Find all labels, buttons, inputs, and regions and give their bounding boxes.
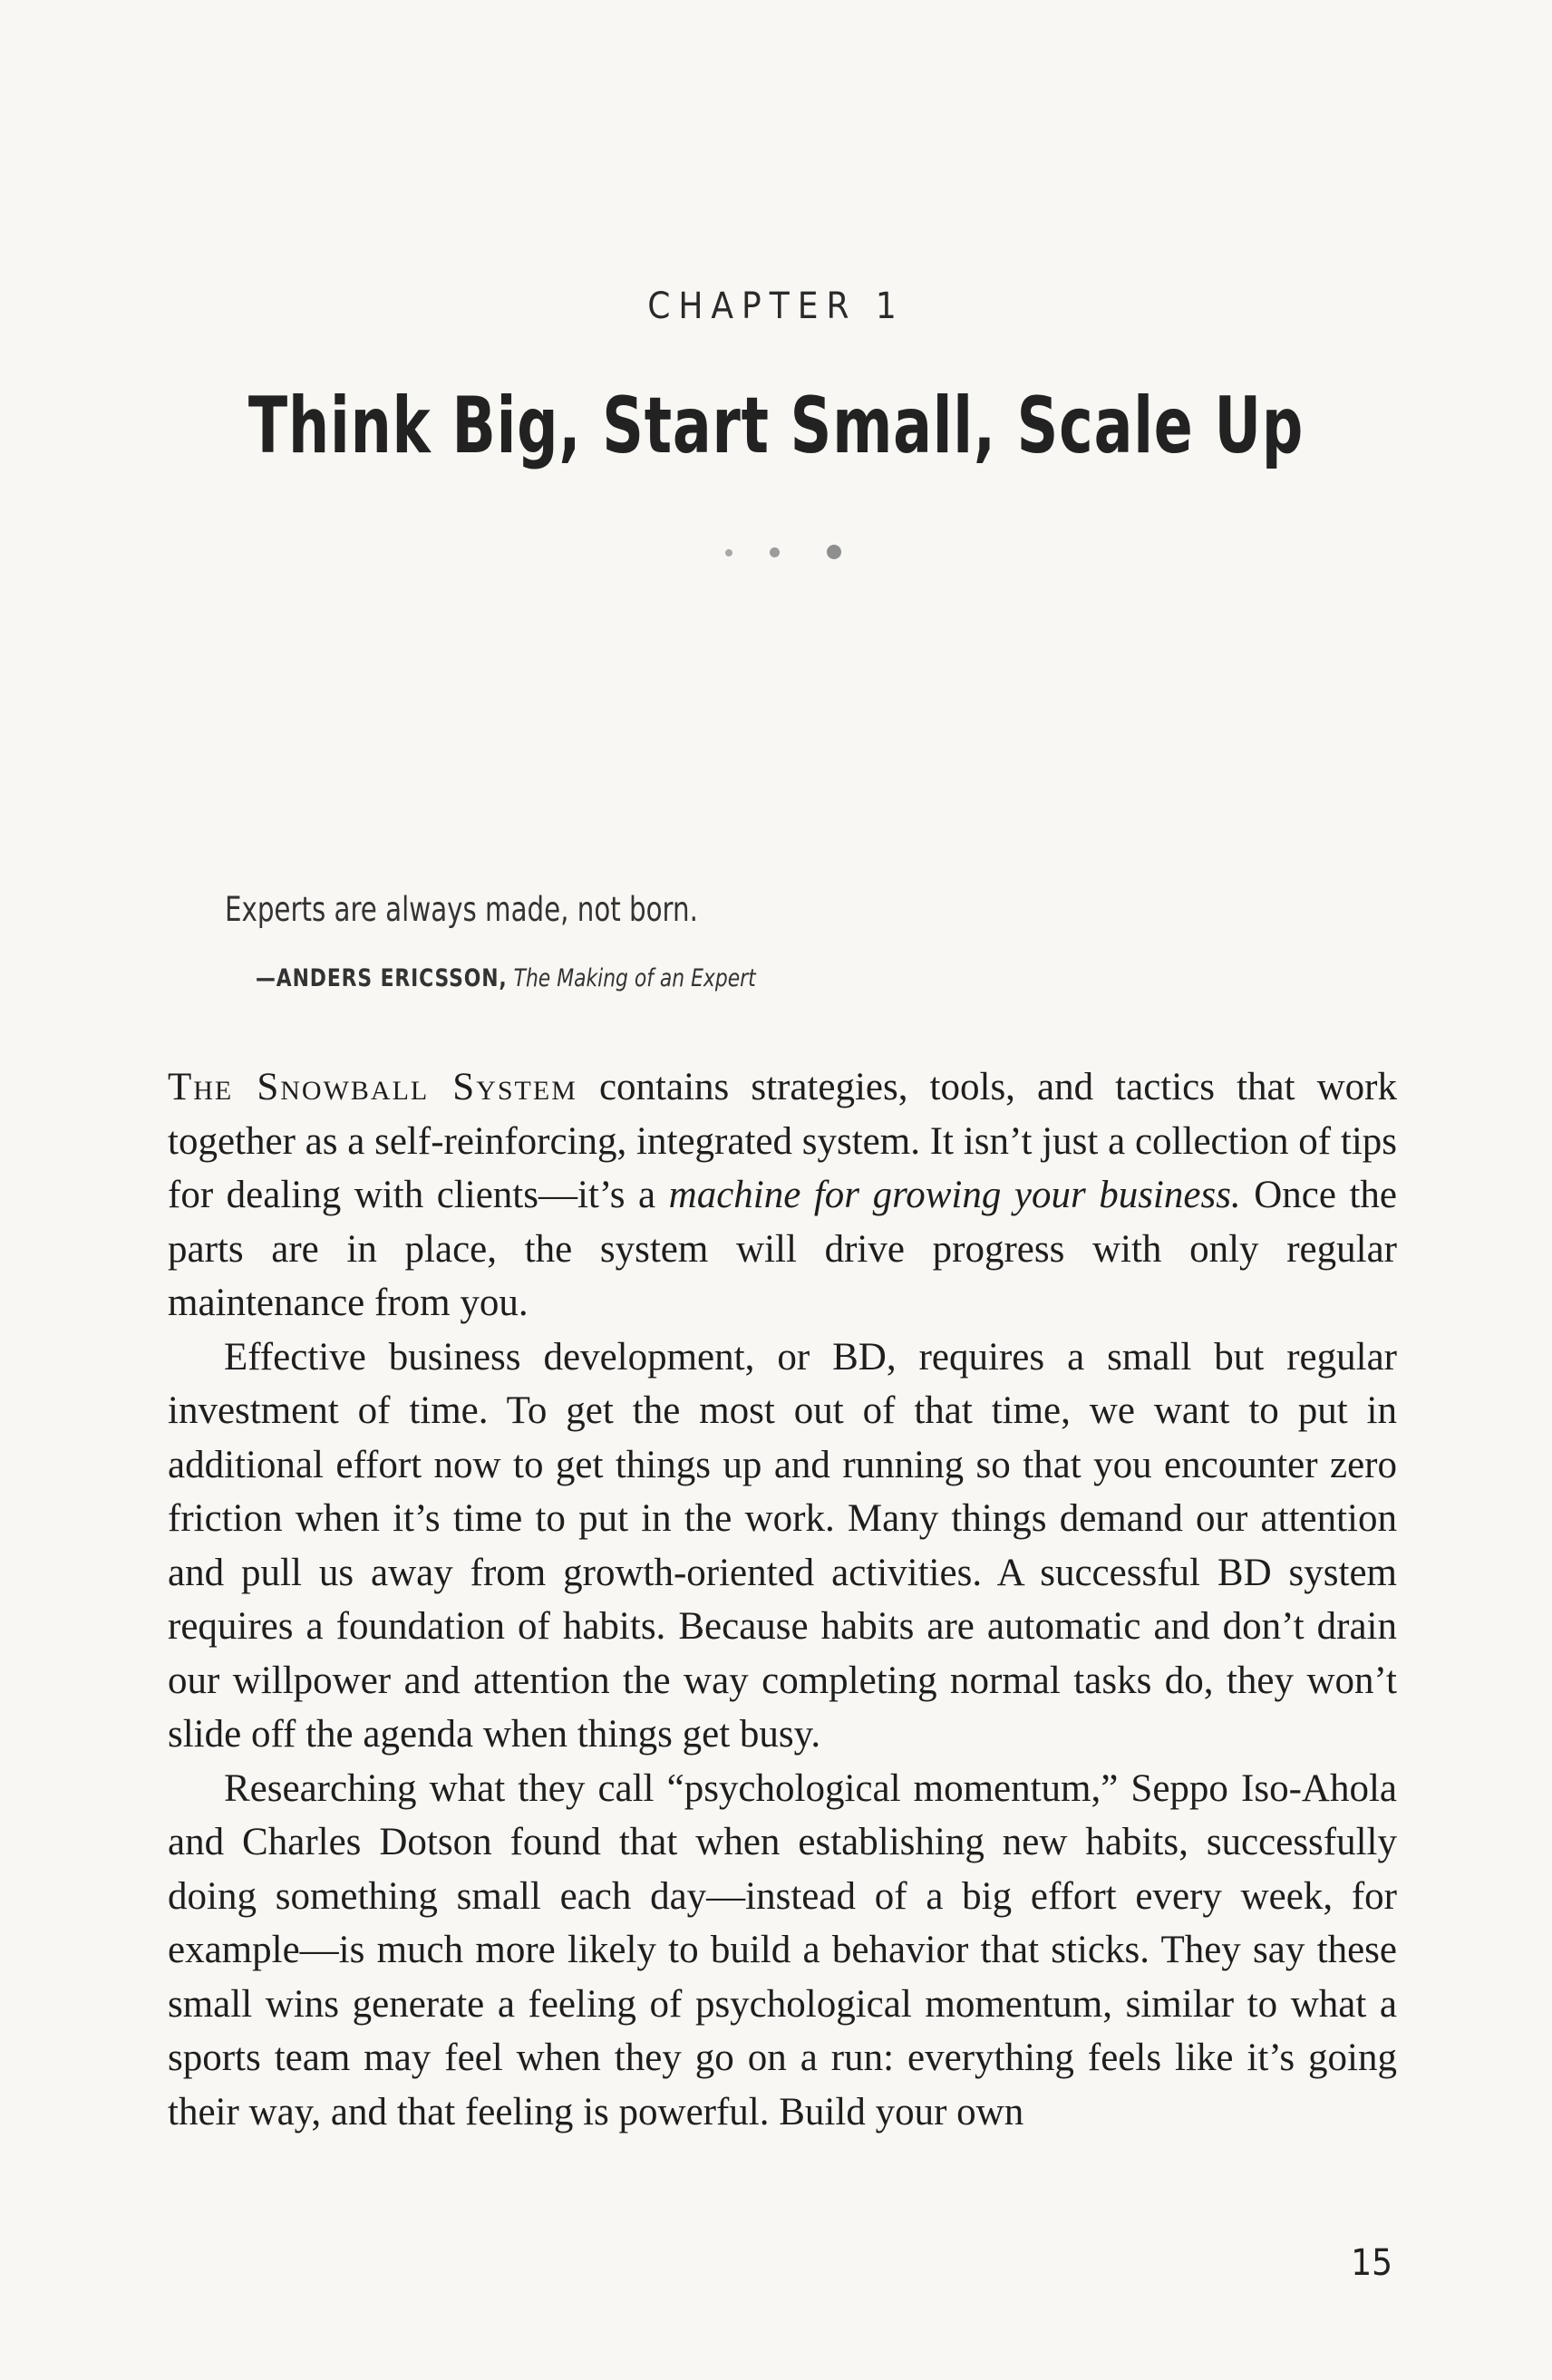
ornament-dot-small: [725, 549, 732, 556]
chapter-title: Think Big, Start Small, Scale Up: [247, 381, 1305, 471]
ornament-dots: [0, 540, 1552, 567]
body-text: [168, 1060, 1397, 2139]
paragraph-1-italic: machine for growing your business.: [668, 1174, 1241, 1216]
paragraph-1-smallcaps: The Snowball System: [168, 1066, 577, 1108]
paragraph-1: [168, 1060, 1397, 1330]
paragraph-1-text-b: Once the parts are in place, the system will drive progress with only regular maintenance from you.: [168, 1174, 1397, 1324]
paragraph-1-text-a: contains strategies, tools, and tactics that work together as a self-reinforcing, integrated system. It isn’t just a collection of tips for dealing with clients—it’s a: [168, 1066, 1398, 1216]
epigraph-attribution: [256, 964, 756, 992]
chapter-label: CHAPTER 1: [647, 285, 905, 327]
epigraph-author: —ANDERS ERICSSON,: [256, 964, 508, 992]
ornament-dot-medium: [770, 547, 780, 557]
ornament-dot-large: [827, 545, 841, 559]
epigraph-quote: Experts are always made, not born.: [225, 890, 698, 929]
paragraph-2: Effective business development, or BD, requires a small but regular investment of time. To get the most out of that time, we want to put in additional effort now to get things up and running so that you encounter zero friction when it’s time to put in the work. Many things demand our attention and pull us away from growth-oriented activities. A successful BD system requires a foundation of habits. Because habits are automatic and don’t drain our willpower and attention the way completing normal tasks do, they won’t slide off the agenda when things get busy.: [168, 1335, 1397, 1756]
paragraph-3: Researching what they call “psychological momentum,” Seppo Iso-Ahola and Charles Dotson found that when establishing new habits, successfully doing something small each day—instead of a big effort every week, for example—is much more likely to build a behavior that sticks. They say these small wins generate a feeling of psychological momentum, similar to what a sports team may feel when they go on a run: everything feels like it’s going their way, and that feeling is powerful. Build your own: [168, 1766, 1397, 2133]
page-number: 15: [1351, 2242, 1392, 2284]
epigraph-work: The Making of an Expert: [513, 964, 756, 992]
